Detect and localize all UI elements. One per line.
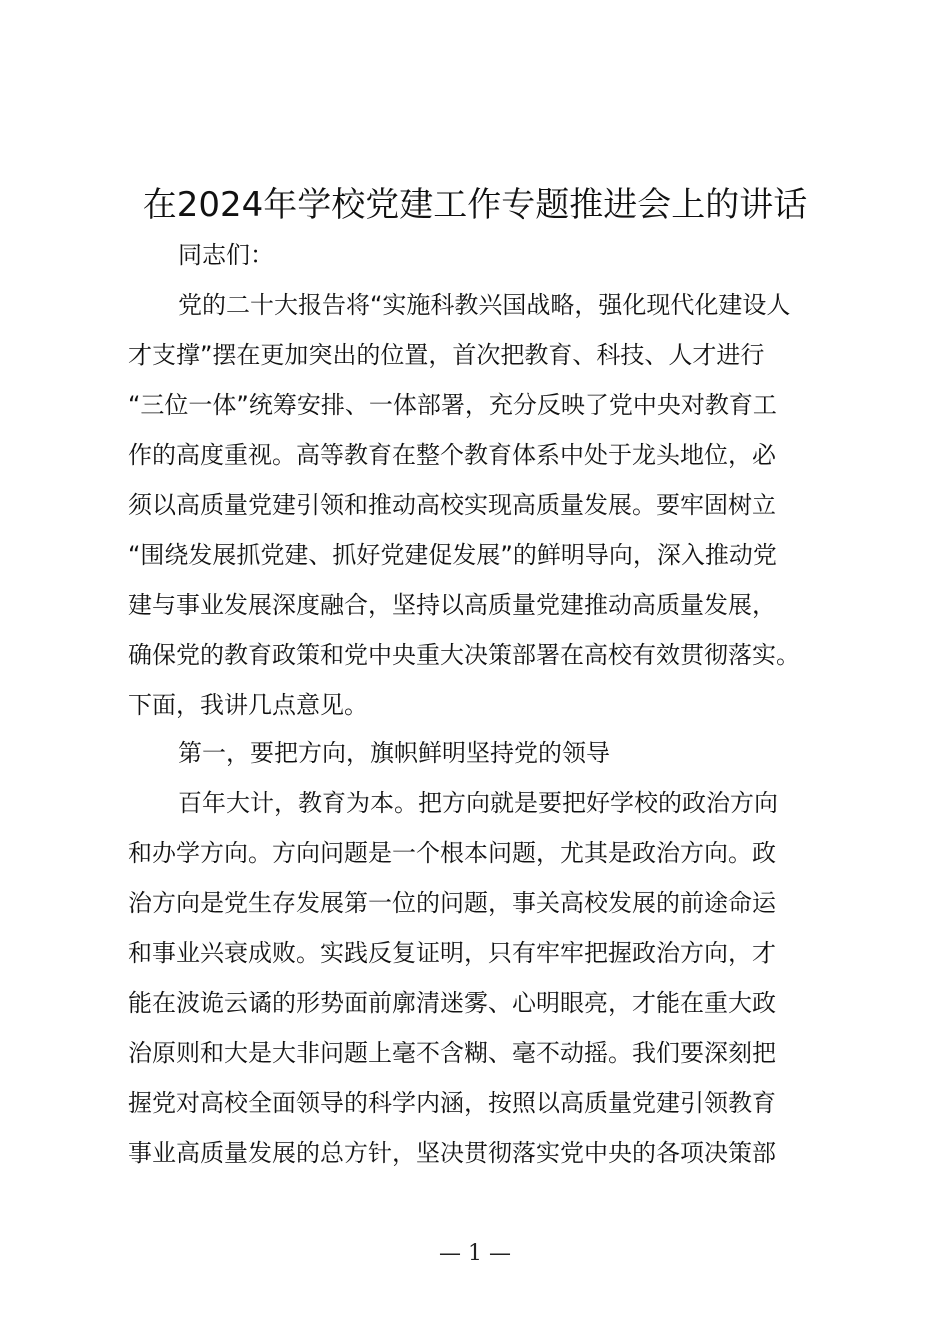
paragraph-line: 确保党的教育政策和党中央重大决策部署在高校有效贯彻落实。: [128, 641, 800, 669]
section-heading: 第一，要把方向，旗帜鲜明坚持党的领导: [178, 739, 610, 767]
paragraph-line: 和办学方向。方向问题是一个根本问题，尤其是政治方向。政: [128, 839, 776, 867]
paragraph-line: 下面，我讲几点意见。: [128, 691, 368, 719]
paragraph-line: 建与事业发展深度融合，坚持以高质量党建推动高质量发展，: [128, 591, 776, 619]
document-title: 在2024年学校党建工作专题推进会上的讲话: [142, 185, 808, 225]
paragraph-line: 事业高质量发展的总方针，坚决贯彻落实党中央的各项决策部: [128, 1139, 776, 1167]
paragraph-line: 握党对高校全面领导的科学内涵，按照以高质量党建引领教育: [128, 1089, 776, 1117]
paragraph-line: 作的高度重视。高等教育在整个教育体系中处于龙头地位，必: [128, 441, 776, 469]
page-number: — 1 —: [439, 1241, 511, 1266]
paragraph-line: 治方向是党生存发展第一位的问题，事关高校发展的前途命运: [128, 889, 776, 917]
paragraph-line: “三位一体”统筹安排、一体部署，充分反映了党中央对教育工: [128, 391, 777, 419]
paragraph-line: 党的二十大报告将“实施科教兴国战略，强化现代化建设人: [178, 291, 791, 319]
paragraph-line: 才支撑”摆在更加突出的位置，首次把教育、科技、人才进行: [128, 341, 765, 369]
paragraph-line: 治原则和大是大非问题上毫不含糊、毫不动摇。我们要深刻把: [128, 1039, 776, 1067]
paragraph-line: 百年大计，教育为本。把方向就是要把好学校的政治方向: [178, 789, 778, 817]
paragraph-line: 须以高质量党建引领和推动高校实现高质量发展。要牢固树立: [128, 491, 776, 519]
greeting: 同志们：: [178, 241, 274, 269]
paragraph-line: “围绕发展抓党建、抓好党建促发展”的鲜明导向，深入推动党: [128, 541, 777, 569]
paragraph-line: 和事业兴衰成败。实践反复证明，只有牢牢把握政治方向，才: [128, 939, 776, 967]
paragraph-line: 能在波诡云谲的形势面前廓清迷雾、心明眼亮，才能在重大政: [128, 989, 776, 1017]
